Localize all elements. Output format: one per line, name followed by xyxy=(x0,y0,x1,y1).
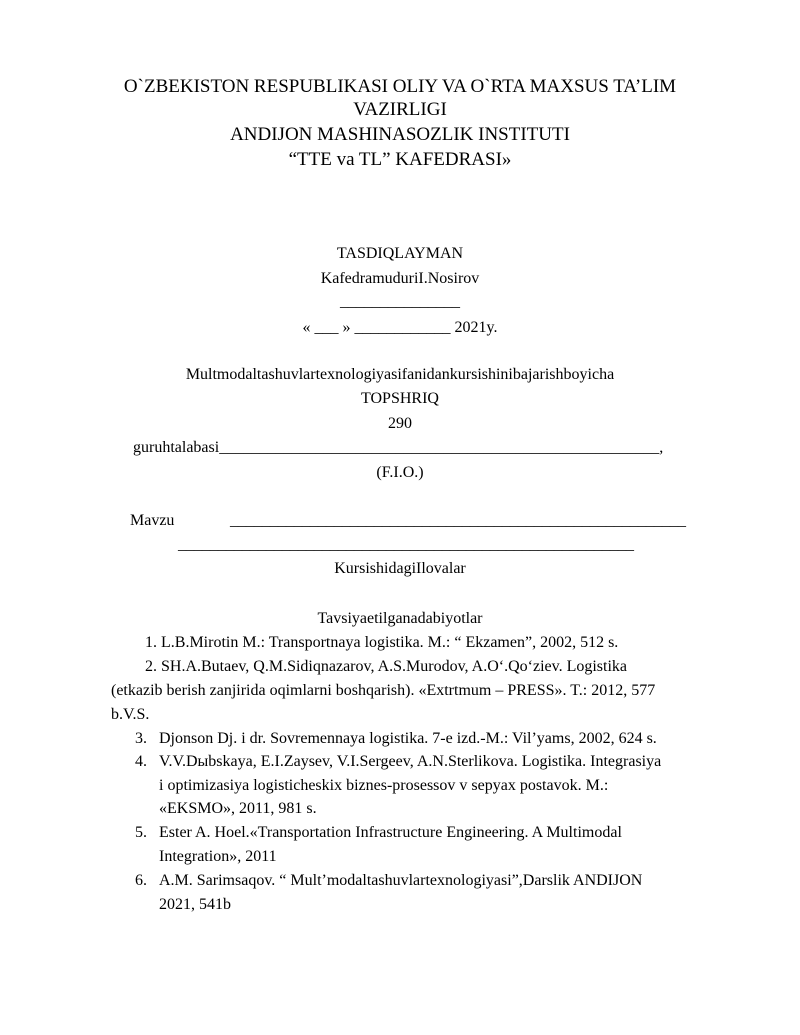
signature-line: _______________ xyxy=(340,293,460,310)
reference-number-5: 5. xyxy=(135,824,147,841)
topic-line-2: _________________________________________________________ xyxy=(178,536,634,553)
topic-line: _________________________________________________________ xyxy=(230,512,686,529)
reference-item-1: 1. L.B.Mirotin M.: Transportnaya logistika. M.: “ Ekzamen”, 2002, 512 s. xyxy=(145,634,619,651)
reference-item-2-cont2: b.V.S. xyxy=(111,706,150,723)
approval-date: « ___ » ____________ 2021y. xyxy=(302,319,498,336)
approval-title: TASDIQLAYMAN xyxy=(336,245,464,262)
reference-item-6: A.M. Sarimsaqov. “ Mult’modaltashuvlartexnologiyasi”,Darslik ANDIJON xyxy=(159,872,643,889)
reference-item-3: Djonson Dj. i dr. Sovremennaya logistika. 7-e izd.-M.: Vil’yams, 2002, 624 s. xyxy=(159,730,657,747)
reference-item-2: 2. SH.A.Butaev, Q.M.Sidiqnazarov, A.S.Murodov, A.O‘.Qo‘ziev. Logistika xyxy=(145,658,628,675)
attachments-title: KursishidagiIlovalar xyxy=(334,560,466,577)
department-head: KafedramuduriI.Nosirov xyxy=(320,270,480,287)
reference-item-5: Ester A. Hoel.«Transportation Infrastructure Engineering. A Multimodal xyxy=(159,824,622,841)
reference-number-3: 3. xyxy=(135,730,147,747)
institute-title: ANDIJON MASHINASOZLIK INSTITUTI xyxy=(230,124,570,145)
reference-item-6-cont: 2021, 541b xyxy=(159,896,231,913)
fio-label: (F.I.O.) xyxy=(376,464,424,481)
reference-number-6: 6. xyxy=(135,872,147,889)
references-heading: Tavsiyaetilganadabiyotlar xyxy=(317,610,483,627)
reference-item-5-cont: Integration», 2011 xyxy=(159,848,277,865)
group-number: 290 xyxy=(388,415,412,432)
reference-item-4-cont2: «EKSMO», 2011, 981 s. xyxy=(159,800,317,817)
topic-label: Mavzu xyxy=(130,512,175,529)
subject-line: Multmodaltashuvlartexnologiyasifanidankursishinibajarishboyicha xyxy=(185,366,615,383)
department-title: “TTE va TL” KAFEDRASI» xyxy=(288,149,512,170)
assignment-title: TOPSHRIQ xyxy=(361,390,439,407)
reference-item-4-cont: i optimizasiya logisticheskix biznes-prosessov v sepyax postavok. M.: xyxy=(159,777,609,794)
student-line: guruhtalabasi_______________________________________________________, xyxy=(133,439,664,456)
ministry-title-cont: VAZIRLIGI xyxy=(353,99,447,120)
ministry-title: O`ZBEKISTON RESPUBLIKASI OLIY VA O`RTA MAXSUS TA’LIM xyxy=(123,76,677,97)
reference-number-4: 4. xyxy=(135,753,147,770)
reference-item-4: V.V.Dыbskaya, E.I.Zaysev, V.I.Sergeev, A.N.Sterlikova. Logistika. Integrasiya xyxy=(159,753,662,770)
reference-item-2-cont: (etkazib berish zanjirida oqimlarni boshqarish). «Extrtmum – PRESS». T.: 2012, 577 xyxy=(111,682,656,699)
